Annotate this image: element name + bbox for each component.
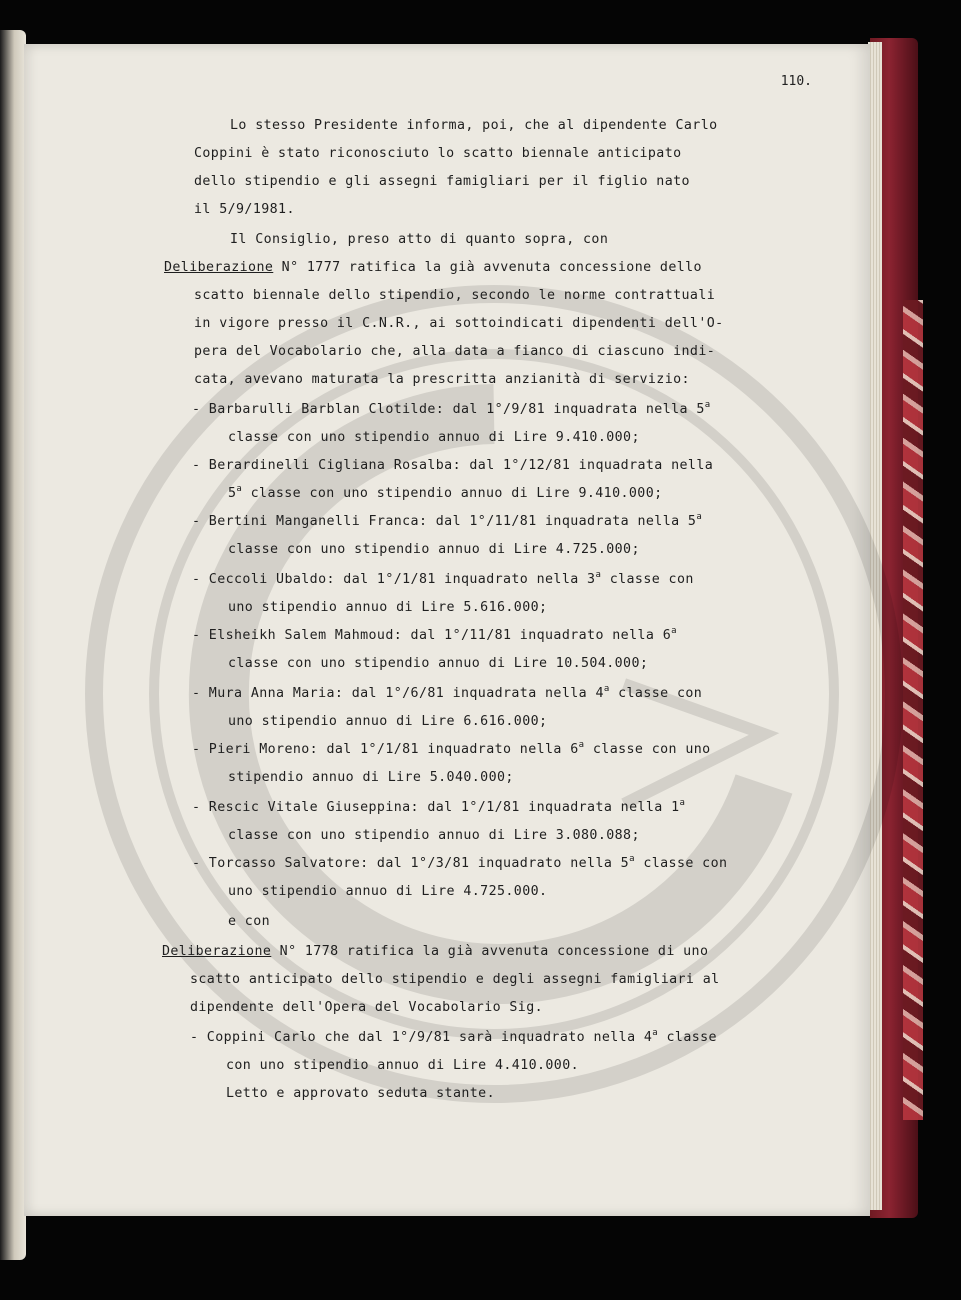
- employee-item-8-cont: classe con uno stipendio annuo di Lire 3.080.088;: [228, 828, 640, 843]
- employee-item-9: - Torcasso Salvatore: dal 1°/3/81 inquadrato nella 5$^a$ classe con: [192, 854, 728, 871]
- deliberation-1777-line-4: pera del Vocabolario che, alla data a fianco di ciascuno indi-: [194, 344, 716, 359]
- deliberation-1777-line: [164, 260, 702, 276]
- page-number: 110.: [780, 74, 812, 89]
- page-stack-edge: [868, 42, 882, 1210]
- intro-line-3: dello stipendio e gli assegni famigliari per il figlio nato: [194, 174, 690, 189]
- deliberation-1777-line-2: scatto biennale dello stipendio, secondo le norme contrattuali: [194, 288, 716, 303]
- employee-item-5-cont: classe con uno stipendio annuo di Lire 10.504.000;: [228, 656, 649, 671]
- employee-item-5: - Elsheikh Salem Mahmoud: dal 1°/11/81 inquadrato nella 6$^a$: [192, 626, 677, 643]
- employee-item-9-cont: uno stipendio annuo di Lire 4.725.000.: [228, 884, 548, 899]
- employee-item-7: - Pieri Moreno: dal 1°/1/81 inquadrato nella 6$^a$ classe con uno: [192, 740, 711, 757]
- employee-item-8: - Rescic Vitale Giuseppina: dal 1°/1/81 inquadrata nella 1$^a$: [192, 798, 686, 815]
- employee-item-2: - Berardinelli Cigliana Rosalba: dal 1°/12/81 inquadrata nella: [192, 458, 714, 473]
- deliberation-text-2: N° 1778 ratifica la già avvenuta concessione di uno: [271, 944, 709, 959]
- book-left-page-edge: [0, 30, 26, 1260]
- intro-line-1: Lo stesso Presidente informa, poi, che al dipendente Carlo: [230, 118, 718, 133]
- employee-item-4-cont: uno stipendio annuo di Lire 5.616.000;: [228, 600, 548, 615]
- employee-item-4: - Ceccoli Ubaldo: dal 1°/1/81 inquadrato nella 3$^a$ classe con: [192, 570, 694, 587]
- deliberation-text: N° 1777 ratifica la già avvenuta concessione dello: [273, 260, 702, 275]
- employee-item-1-cont: classe con uno stipendio annuo di Lire 9.410.000;: [228, 430, 640, 445]
- council-line: Il Consiglio, preso atto di quanto sopra, con: [230, 232, 609, 247]
- employee-item-3: - Bertini Manganelli Franca: dal 1°/11/81 inquadrata nella 5$^a$: [192, 512, 703, 529]
- deliberation-1778-line-2: scatto anticipato dello stipendio e degli assegni famigliari al: [190, 972, 720, 987]
- employee-item-6-cont: uno stipendio annuo di Lire 6.616.000;: [228, 714, 548, 729]
- deliberation-1777-line-5: cata, avevano maturata la prescritta anzianità di servizio:: [194, 372, 690, 387]
- deliberation-1778-line-3: dipendente dell'Opera del Vocabolario Sig.: [190, 1000, 544, 1015]
- e-con-line: e con: [228, 914, 271, 929]
- deliberation-1778-line: [162, 944, 708, 960]
- deliberation-label: Deliberazione: [164, 260, 274, 275]
- employee-item-3-cont: classe con uno stipendio annuo di Lire 4.725.000;: [228, 542, 640, 557]
- deliberation-1777-line-3: in vigore presso il C.N.R., ai sottoindicati dipendenti dell'O-: [194, 316, 724, 331]
- coppini-item: - Coppini Carlo che dal 1°/9/81 sarà inquadrato nella 4$^a$ classe: [190, 1028, 717, 1045]
- coppini-item-cont: con uno stipendio annuo di Lire 4.410.000.: [226, 1058, 580, 1073]
- employee-item-7-cont: stipendio annuo di Lire 5.040.000;: [228, 770, 514, 785]
- marbled-endpaper: [903, 300, 923, 1120]
- document-page: [24, 44, 870, 1216]
- employee-item-2-cont: 5$^a$ classe con uno stipendio annuo di Lire 9.410.000;: [228, 484, 663, 501]
- intro-line-4: il 5/9/1981.: [194, 202, 295, 217]
- intro-line-2: Coppini è stato riconosciuto lo scatto biennale anticipato: [194, 146, 682, 161]
- closing-line: Letto e approvato seduta stante.: [226, 1086, 495, 1101]
- employee-item-6: - Mura Anna Maria: dal 1°/6/81 inquadrata nella 4$^a$ classe con: [192, 684, 703, 701]
- deliberation-label-2: Deliberazione: [162, 944, 272, 959]
- employee-item-1: - Barbarulli Barblan Clotilde: dal 1°/9/81 inquadrata nella 5$^a$: [192, 400, 711, 417]
